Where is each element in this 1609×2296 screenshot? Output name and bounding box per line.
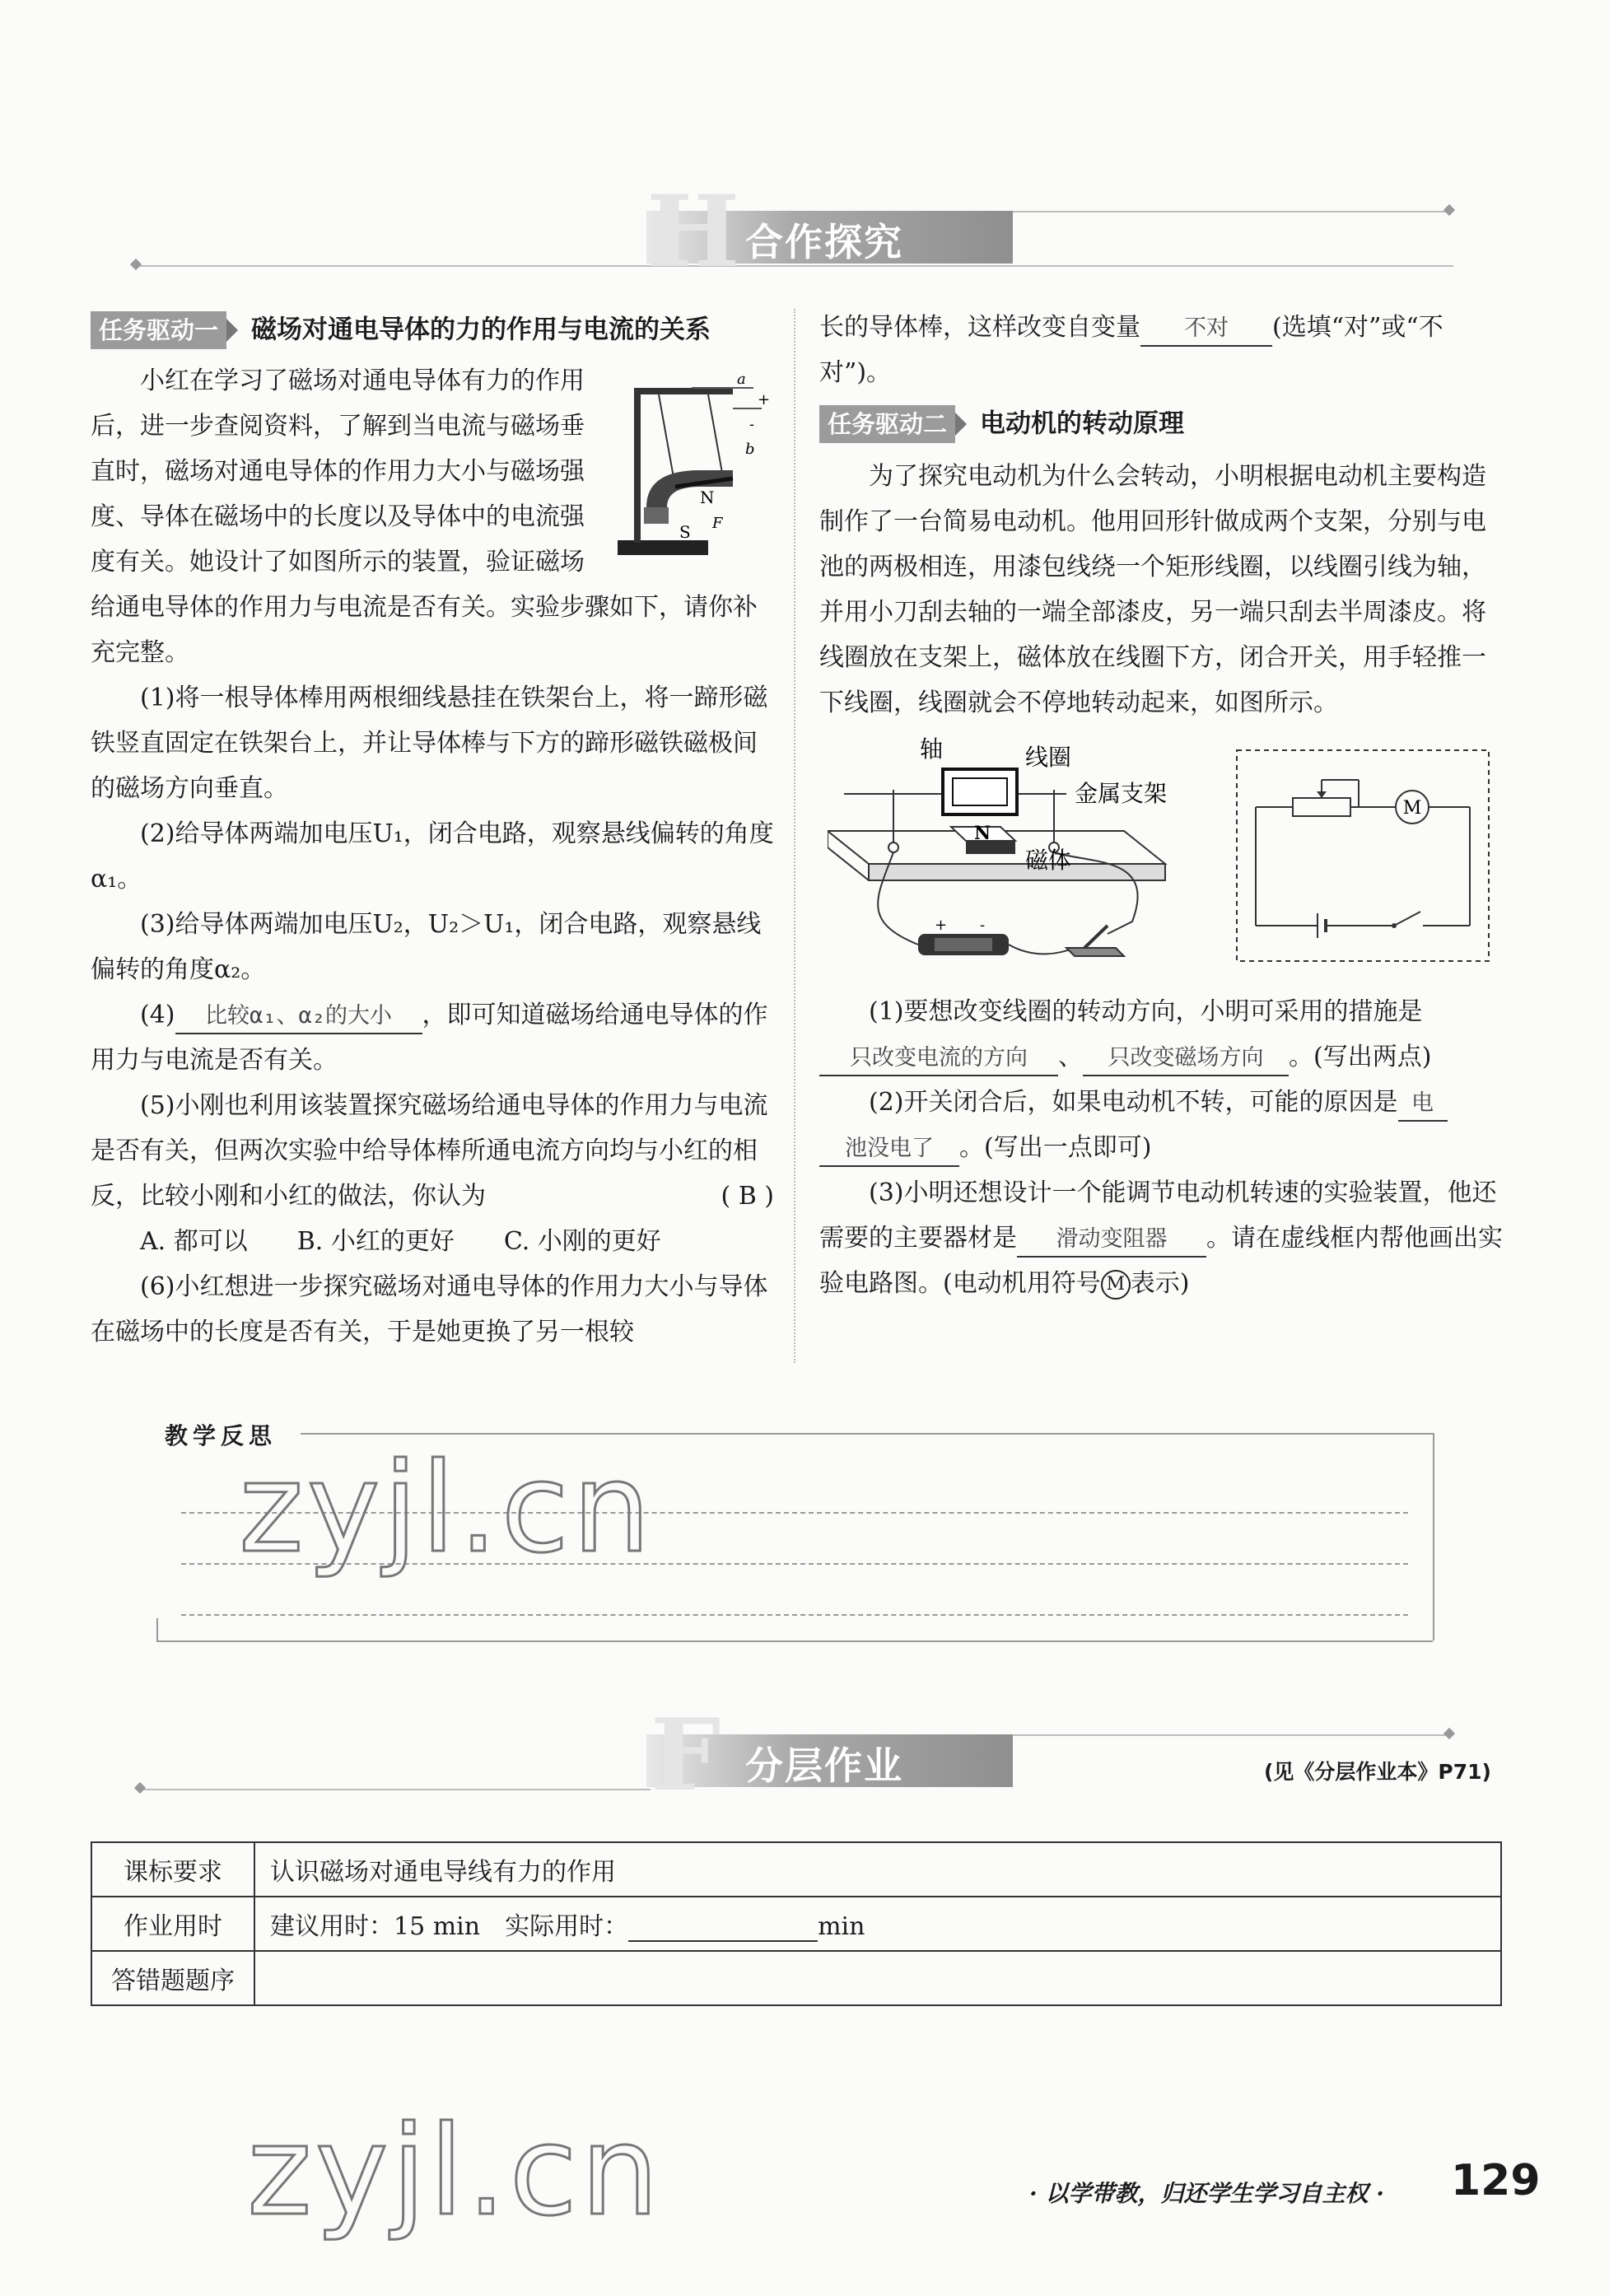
- step6-cont-post: (选填“对”或“不对”)。: [819, 313, 1443, 387]
- table-row: [91, 1842, 1501, 1897]
- motor-figure: [828, 732, 1182, 983]
- motor-symbol-inline: M: [1101, 1270, 1131, 1300]
- task1-step6: (6)小红想进一步探究磁场对通电导体的作用力大小与导体在磁场中的长度是否有关，于是她更换了另一根较: [91, 1272, 768, 1346]
- step4-label: (4): [140, 1000, 175, 1029]
- task-arrow-icon: [955, 413, 967, 436]
- table-row: [91, 1897, 1501, 1951]
- time-unit: min: [818, 1912, 865, 1941]
- q1-post: 。(写出两点): [1289, 1042, 1432, 1071]
- left-column: [91, 306, 774, 1355]
- step6-answer: 不对: [1140, 312, 1272, 347]
- q2-answer-a: 电: [1398, 1087, 1448, 1122]
- section-letter: H: [646, 174, 740, 290]
- task2-intro: 为了探究电动机为什么会转动，小明根据电动机主要构造制作了一台简易电动机。他用回形针做成两个支架，分别与电池的两极相连，用漆包线绕一个矩形线圈，以线圈引线为轴，并用小刀刮去轴的一端全部漆皮，另一端只刮去半周漆皮。将线圈放在支架上，磁体放在线圈下方，闭合开关，用手轻推一下线圈，线圈就会不停地转动起来，如图所示。: [819, 461, 1486, 717]
- right-column: [819, 305, 1503, 1306]
- homework-ref: (见《分层作业本》P71): [1264, 1760, 1491, 1784]
- step4-answer: 比较α₁、α₂的大小: [175, 1000, 422, 1034]
- task1-step5: [91, 1083, 774, 1219]
- reflection-top-rule: [301, 1433, 1433, 1435]
- table-key: 课标要求: [91, 1842, 254, 1897]
- section-letter: F: [651, 1697, 721, 1813]
- q2-answer-b: 池没电了: [819, 1132, 959, 1167]
- task2-tag: 任务驱动二: [819, 405, 955, 443]
- task2-q1-answers: [819, 1034, 1503, 1080]
- q1-sep: 、: [1058, 1042, 1083, 1071]
- header-rule-top: [1013, 1734, 1449, 1736]
- rule-dot: [1443, 204, 1455, 216]
- table-value[interactable]: [254, 1951, 1501, 2005]
- label-plus: +: [758, 390, 771, 408]
- label-F: F: [712, 514, 723, 532]
- step6-cont-text: 长的导体棒，这样改变自变量: [819, 313, 1140, 342]
- page-number: 129: [1451, 2156, 1541, 2205]
- header-rule: [140, 1789, 651, 1790]
- q1-answer2: 只改变磁场方向: [1083, 1042, 1289, 1076]
- task1-options: A. 都可以 B. 小红的更好 C. 小刚的更好: [140, 1226, 661, 1256]
- label-S: S: [679, 521, 691, 542]
- table-key: 作业用时: [91, 1897, 254, 1951]
- actual-time-field[interactable]: [628, 1916, 818, 1942]
- task1-step2: (2)给导体两端加电压U₁，闭合电路，观察悬线偏转的角度α₁。: [91, 819, 774, 894]
- q3-text: (3)小明还想设计一个能调节电动机转速的实验装置，他还需要的主要器材是: [819, 1178, 1497, 1253]
- task1-header: [91, 306, 774, 353]
- q3-text-c: 表示): [1130, 1268, 1190, 1298]
- q3-answer: 滑动变阻器: [1017, 1223, 1206, 1258]
- label-b: b: [745, 440, 755, 458]
- table-key: 答错题题序: [91, 1951, 254, 2005]
- table-value: [254, 1897, 1501, 1951]
- section-title: 合作探究: [745, 220, 903, 264]
- rule-dot: [130, 259, 142, 270]
- step5-answer: ( B ): [721, 1181, 774, 1211]
- label-axis: 轴: [920, 735, 944, 763]
- q3-text-b: 。请在虚线框内帮他画出实验电路图。(电动机用符号: [819, 1223, 1503, 1298]
- reflection-bottom-rule: [156, 1640, 1433, 1642]
- label-minus: -: [749, 415, 755, 433]
- footer-slogan: · 以学带教，归还学生学习自主权 ·: [1029, 2180, 1384, 2207]
- task2-figures: [819, 732, 1503, 987]
- q2-post: 。(写出一点即可): [959, 1132, 1152, 1162]
- task1-tag: 任务驱动一: [91, 311, 226, 349]
- table-row: [91, 1951, 1501, 2005]
- task1-step6-cont: [819, 305, 1503, 395]
- task1-step3: (3)给导体两端加电压U₂，U₂＞U₁，闭合电路，观察悬线偏转的角度α₂。: [91, 909, 762, 984]
- task2-q2: [819, 1080, 1503, 1125]
- column-divider: [794, 309, 795, 1363]
- label-plus: +: [935, 916, 948, 934]
- label-N: N: [700, 487, 715, 507]
- q1-answer1: 只改变电流的方向: [819, 1042, 1058, 1076]
- time-text: 建议用时：15 min 实际用时：: [270, 1912, 629, 1941]
- label-minus: -: [980, 916, 986, 934]
- rule-dot: [1443, 1728, 1455, 1739]
- task2-q2-cont: [819, 1125, 1503, 1170]
- label-N: N: [974, 822, 991, 844]
- label-coil: 线圈: [1025, 743, 1072, 771]
- watermark: zyjl.cn: [247, 2100, 663, 2243]
- task2-header: [819, 400, 1503, 447]
- step4-text: ，即可知道磁场给通电导体的作用力与电流是否有关。: [91, 1000, 768, 1075]
- task2-q1: (1)要想改变线圈的转动方向，小明可采用的措施是: [869, 996, 1423, 1026]
- watermark: zyjl.cn: [239, 1437, 655, 1580]
- homework-table: [91, 1841, 1502, 2006]
- rule-dot: [134, 1782, 146, 1794]
- reflection-bracket: [156, 1618, 158, 1640]
- task1-step4: [91, 992, 774, 1083]
- step5-text: (5)小刚也利用该装置探究磁场给通电导体的作用力与电流是否有关，但两次实验中给导体棒所通电流方向均与小红的相反，比较小刚和小红的做法，你认为: [91, 1090, 768, 1211]
- task2-q3: [819, 1170, 1503, 1306]
- section-title: 分层作业: [745, 1743, 903, 1788]
- apparatus-figure: [609, 363, 774, 561]
- motor-symbol: M: [1402, 797, 1422, 819]
- q2-text: (2)开关闭合后，如果电动机不转，可能的原因是: [869, 1087, 1398, 1117]
- label-bracket: 金属支架: [1075, 779, 1168, 807]
- label-magnet: 磁体: [1025, 846, 1072, 874]
- label-a: a: [737, 370, 746, 388]
- reflection-title: 教学反思: [165, 1422, 277, 1449]
- task2-title: 电动机的转动原理: [980, 408, 1185, 439]
- reflection-bracket: [1433, 1433, 1434, 1640]
- header-rule-top: [1013, 211, 1449, 212]
- circuit-box: [1235, 749, 1490, 963]
- task1-title: 磁场对通电导体的力的作用与电流的关系: [251, 315, 711, 345]
- task1-step1: (1)将一根导体棒用两根细线悬挂在铁架台上，将一蹄形磁铁竖直固定在铁架台上，并让导体棒与下方的蹄形磁铁磁极间的磁场方向垂直。: [91, 683, 768, 803]
- task1-intro: 小红在学习了磁场对通电导体有力的作用后，进一步查阅资料，了解到当电流与磁场垂直时，磁场对通电导体的作用力大小与磁场强度、导体在磁场中的长度以及导体中的电流强度有关。她设计了如图所示的装置，验证磁场给通电导体的作用力与电流是否有关。实验步骤如下，请你补充完整。: [91, 366, 758, 667]
- reflection-line: [181, 1614, 1408, 1616]
- task-arrow-icon: [226, 319, 238, 342]
- table-value: 认识磁场对通电导线有力的作用: [254, 1842, 1501, 1897]
